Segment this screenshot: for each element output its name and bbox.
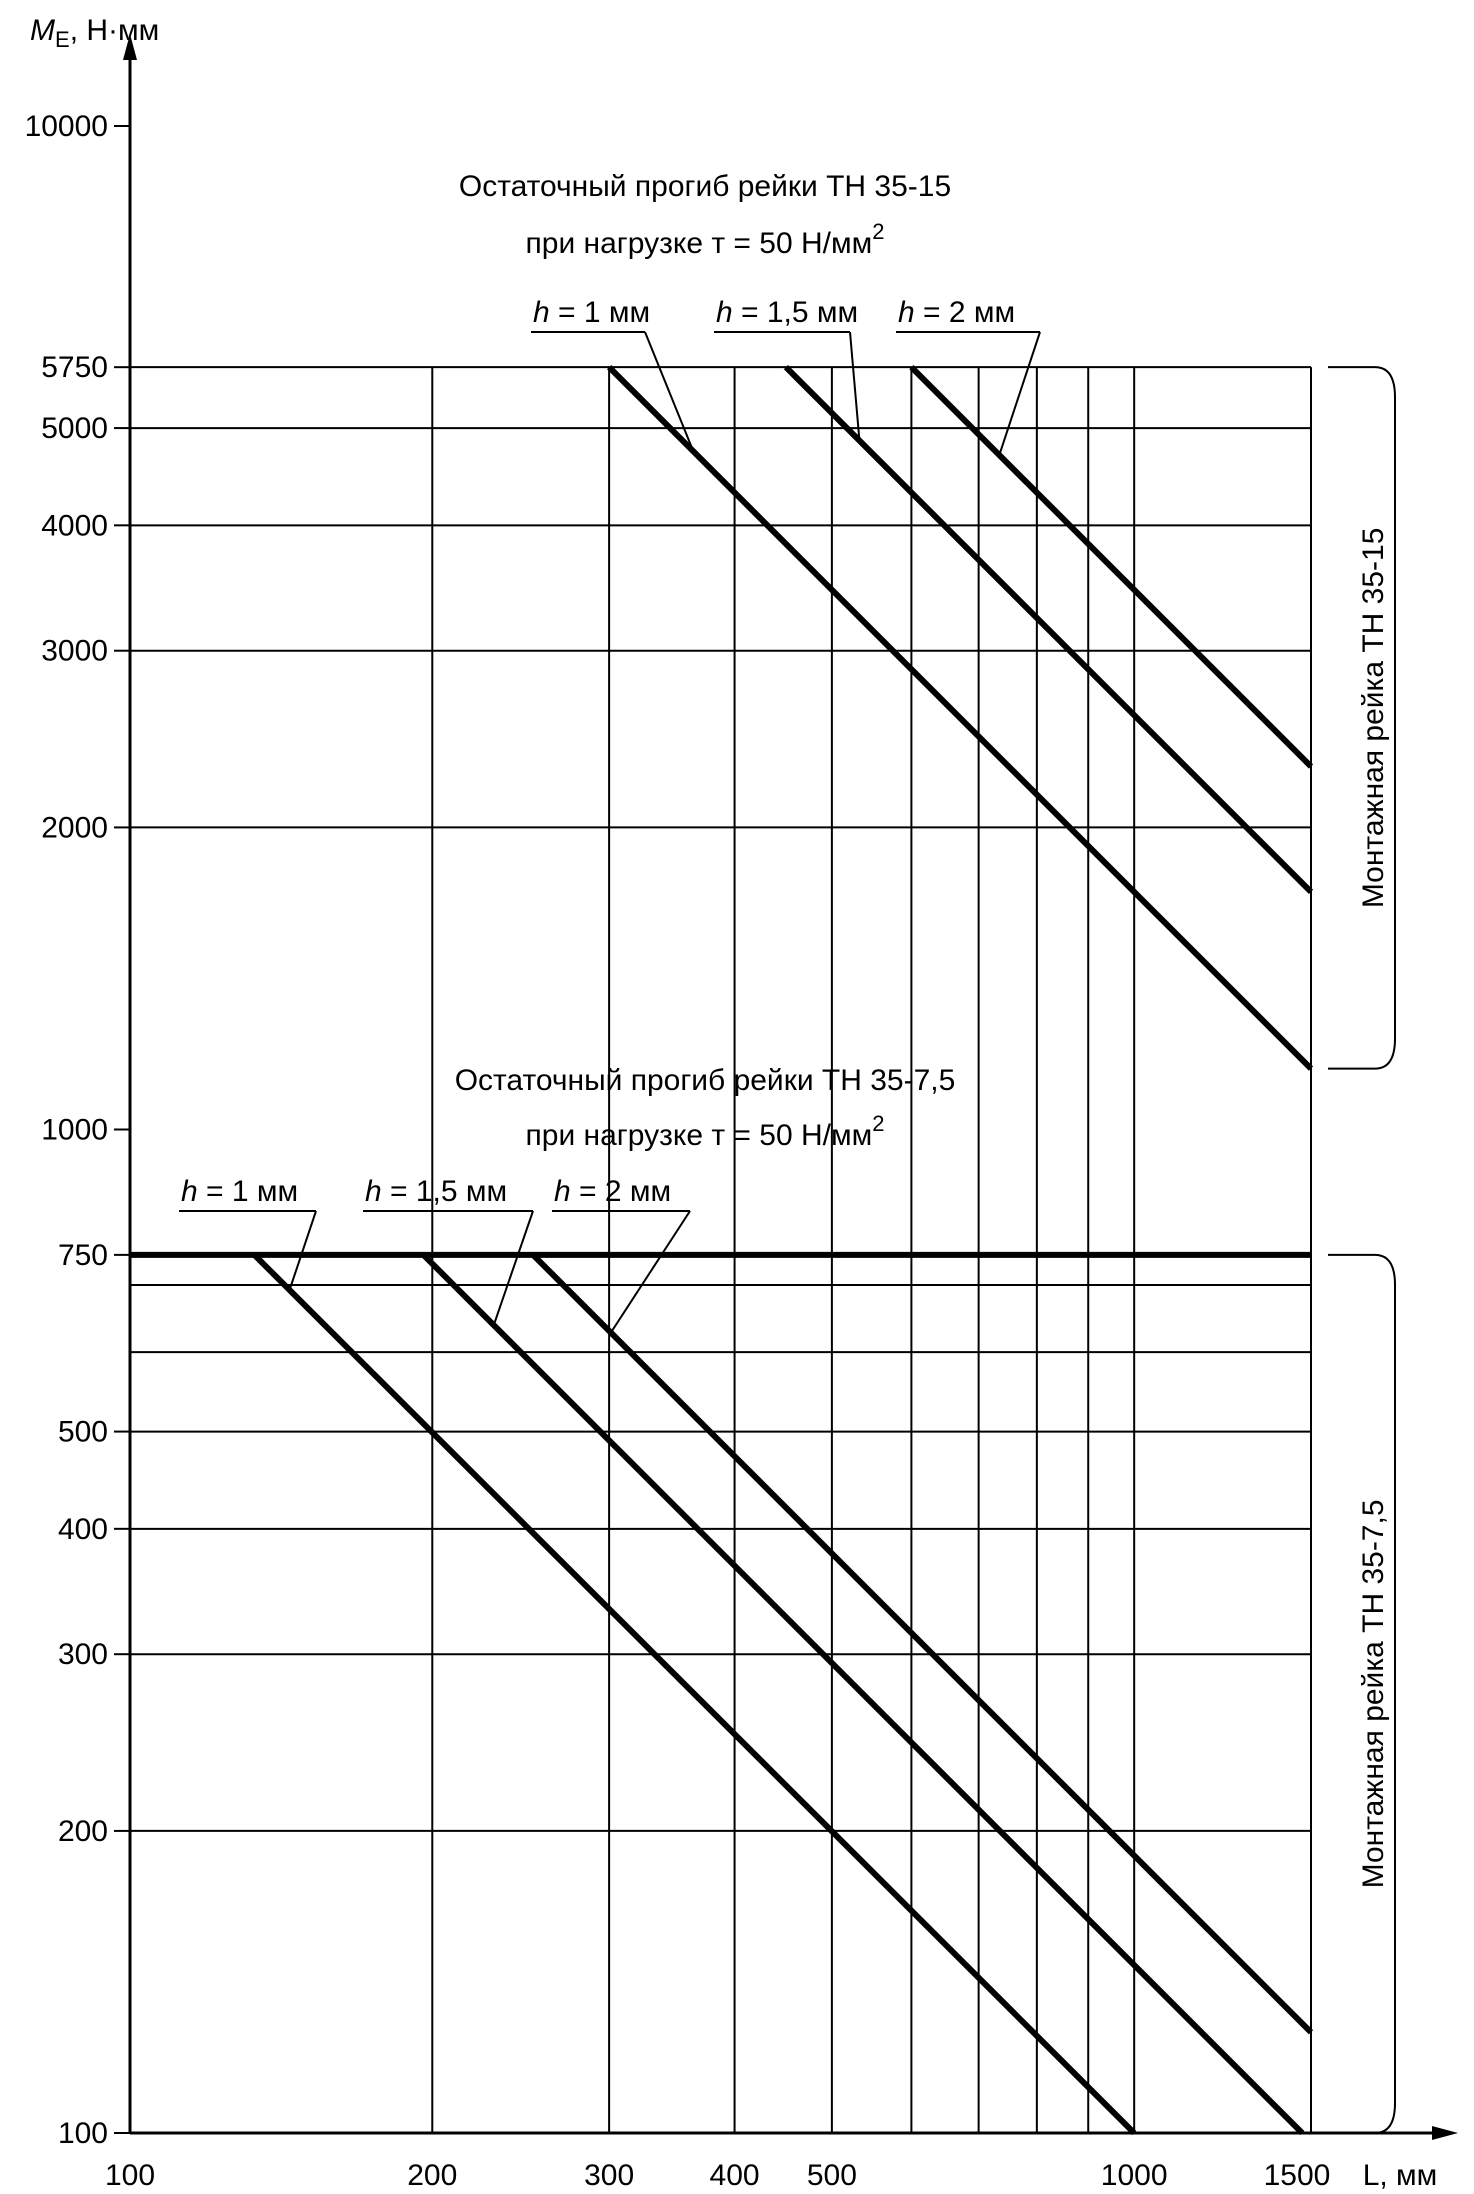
- group-title-line2: при нагрузке т = 50 $Н/мм^2$: [525, 219, 885, 260]
- curve-line: [911, 367, 1311, 766]
- y-tick-label: 400: [57, 1512, 108, 1546]
- range-label: Монтажная рейка ТН 35-7,5: [1357, 1499, 1390, 1889]
- y-tick-label: 3000: [41, 634, 108, 668]
- range-brackets: [1328, 367, 1395, 2133]
- y-tick-label: 4000: [41, 509, 108, 543]
- tick-labels: [25, 14, 1438, 2192]
- x-axis-arrow: [1432, 2126, 1458, 2140]
- range-label: Монтажная рейка ТН 35-15: [1357, 527, 1390, 909]
- x-tick-label: 1000: [1100, 2159, 1168, 2192]
- label-leader: [494, 1211, 533, 1325]
- curve-label: h = 1 мм: [181, 1175, 299, 1208]
- y-tick-label: 100: [57, 2117, 108, 2150]
- y-tick-label: 1000: [41, 1113, 108, 1147]
- y-tick-label: 200: [57, 1814, 108, 1848]
- y-tick-label: 2000: [41, 811, 108, 845]
- x-axis-title: L, мм: [1362, 2159, 1438, 2192]
- curve-label: h = 1,5 мм: [716, 296, 859, 329]
- group-title-line1: Остаточный прогиб рейки ТН 35-7,5: [454, 1064, 956, 1097]
- y-tick-label: 5000: [41, 412, 108, 446]
- curve-label: h = 1 мм: [533, 296, 651, 329]
- curve-label: h = 1,5 мм: [365, 1175, 508, 1208]
- group-title-line2: при нагрузке т = 50 $Н/мм^2$: [525, 1111, 885, 1152]
- x-tick-label: 1500: [1263, 2159, 1331, 2192]
- y-tick-label: 500: [57, 1415, 108, 1449]
- x-tick-label: 500: [806, 2159, 857, 2192]
- curve-line: [423, 1255, 1302, 2133]
- curve-label: h = 2 мм: [898, 296, 1016, 329]
- y-tick-label: 5750: [41, 351, 108, 385]
- label-leader: [611, 1211, 690, 1333]
- curve-line: [254, 1255, 1134, 2133]
- x-tick-label: 200: [407, 2159, 458, 2192]
- label-leader: [850, 332, 859, 441]
- curve-line: [533, 1255, 1311, 2032]
- x-tick-label: 400: [709, 2159, 760, 2192]
- y-tick-label: 750: [57, 1238, 108, 1272]
- x-tick-label: 100: [104, 2159, 156, 2192]
- label-leader: [645, 332, 693, 451]
- curve-line: [609, 367, 1311, 1068]
- curve-line: [786, 367, 1311, 892]
- y-tick-label: 300: [57, 1638, 108, 1672]
- label-leader: [999, 332, 1040, 455]
- data-curves: [254, 367, 1311, 2133]
- x-tick-label: 300: [584, 2159, 635, 2192]
- curve-label: h = 2 мм: [554, 1175, 672, 1208]
- gridlines: [130, 367, 1311, 2133]
- group-title-line1: Остаточный прогиб рейки ТН 35-15: [458, 170, 952, 203]
- y-axis-title: $M_E$, Н·мм: [30, 14, 160, 52]
- y-tick-label: 10000: [24, 110, 108, 143]
- label-leader: [290, 1211, 316, 1290]
